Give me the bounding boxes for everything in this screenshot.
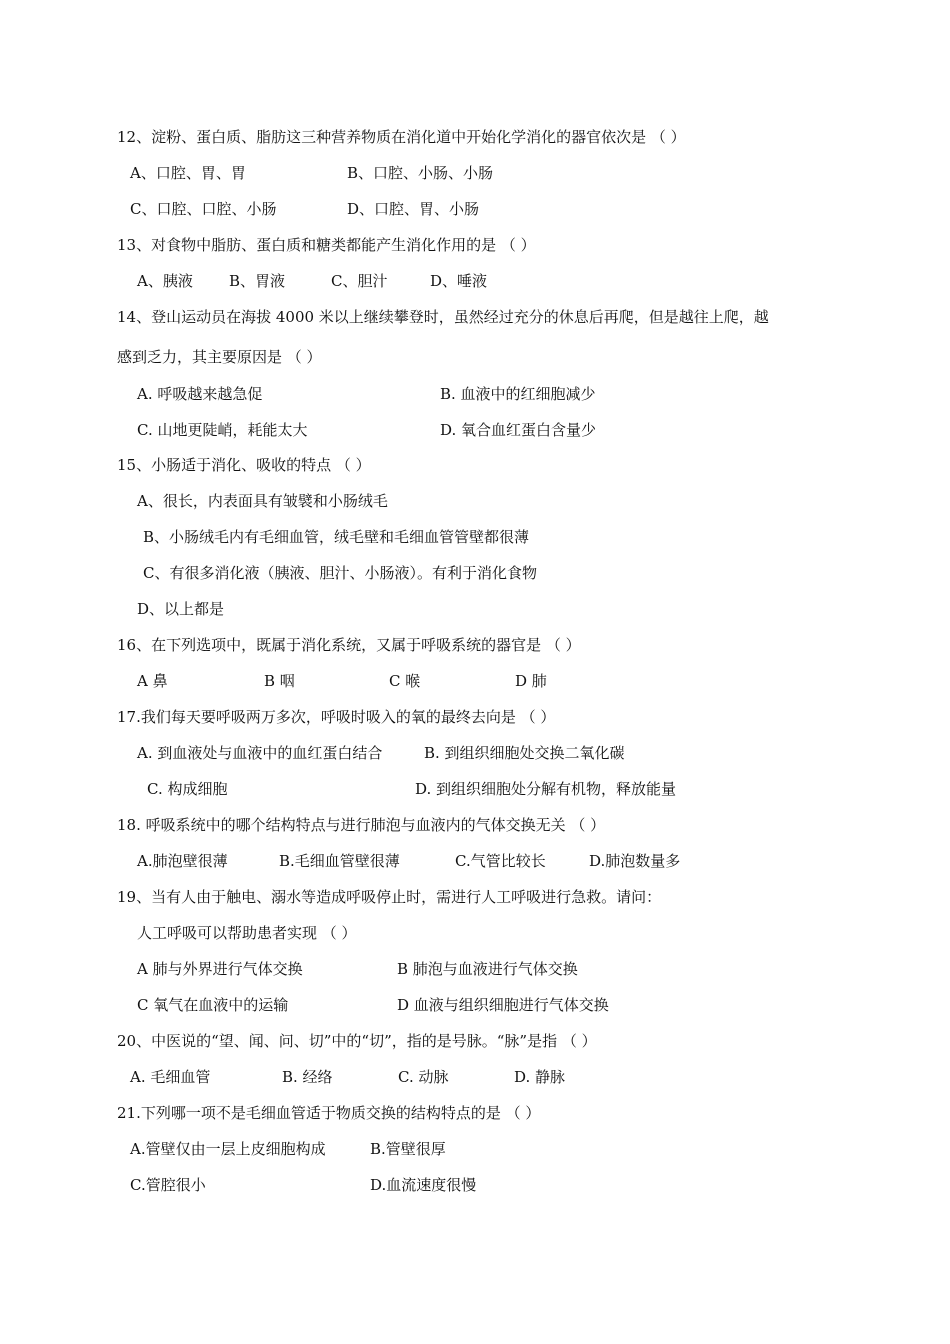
question-19-stem-line-1: 19、当有人由于触电、溺水等造成呼吸停止时，需进行人工呼吸进行急救。请问： — [117, 888, 662, 906]
question-16-option-c: C 喉 — [389, 672, 421, 690]
question-18-option-d: D.肺泡数量多 — [589, 852, 681, 870]
question-18-option-a: A.肺泡壁很薄 — [137, 852, 228, 870]
question-19-option-c: C 氧气在血液中的运输 — [137, 996, 289, 1014]
question-21-option-c: C.管腔很小 — [130, 1176, 206, 1194]
question-15-option-a: A、很长，内表面具有皱襞和小肠绒毛 — [137, 492, 388, 510]
question-15-option-c: C、有很多消化液（胰液、胆汁、小肠液）。有利于消化食物 — [143, 564, 537, 582]
question-19-stem-line-2: 人工呼吸可以帮助患者实现 （ ） — [137, 924, 357, 942]
question-12-option-a: A、口腔、胃、胃 — [130, 164, 246, 182]
question-15-option-b: B、小肠绒毛内有毛细血管，绒毛壁和毛细血管管壁都很薄 — [143, 528, 530, 546]
question-16-option-a: A 鼻 — [137, 672, 168, 690]
question-21-option-b: B.管壁很厚 — [370, 1140, 446, 1158]
question-16-stem: 16、在下列选项中，既属于消化系统，又属于呼吸系统的器官是 （ ） — [117, 636, 581, 654]
question-19-option-d: D 血液与组织细胞进行气体交换 — [397, 996, 609, 1014]
question-13-option-a: A、胰液 — [137, 272, 193, 290]
question-13-option-b: B、胃液 — [229, 272, 286, 290]
question-14-stem-line-2: 感到乏力，其主要原因是 （ ） — [117, 348, 322, 366]
question-12-stem: 12、淀粉、蛋白质、脂肪这三种营养物质在消化道中开始化学消化的器官依次是 （ ） — [117, 128, 686, 146]
question-12-option-d: D、口腔、胃、小肠 — [347, 200, 480, 218]
question-21-stem: 21.下列哪一项不是毛细血管适于物质交换的结构特点的是 （ ） — [117, 1104, 541, 1122]
question-13-option-d: D、唾液 — [430, 272, 488, 290]
question-18-option-b: B.毛细血管壁很薄 — [279, 852, 400, 870]
question-14-stem-line-1: 14、登山运动员在海拔 4000 米以上继续攀登时，虽然经过充分的休息后再爬，但是越往上爬，越 — [117, 308, 769, 326]
question-21-option-d: D.血流速度很慢 — [370, 1176, 477, 1194]
question-17-stem: 17.我们每天要呼吸两万多次，呼吸时吸入的氧的最终去向是 （ ） — [117, 708, 556, 726]
question-13-stem: 13、对食物中脂肪、蛋白质和糖类都能产生消化作用的是 （ ） — [117, 236, 536, 254]
question-15-option-d: D、以上都是 — [137, 600, 225, 618]
question-13-option-c: C、胆汁 — [331, 272, 388, 290]
question-14-option-b: B. 血液中的红细胞减少 — [440, 385, 596, 403]
question-20-stem: 20、中医说的“望、闻、问、切”中的“切”，指的是号脉。“脉”是指 （ ） — [117, 1032, 597, 1050]
question-12-option-c: C、口腔、口腔、小肠 — [130, 200, 277, 218]
question-21-option-a: A.管壁仅由一层上皮细胞构成 — [130, 1140, 326, 1158]
question-14-option-c: C. 山地更陡峭，耗能太大 — [137, 421, 308, 439]
question-19-option-b: B 肺泡与血液进行气体交换 — [397, 960, 578, 978]
question-12-option-b: B、口腔、小肠、小肠 — [347, 164, 494, 182]
question-18-stem: 18. 呼吸系统中的哪个结构特点与进行肺泡与血液内的气体交换无关 （ ） — [117, 816, 606, 834]
question-20-option-c: C. 动脉 — [398, 1068, 449, 1086]
question-17-option-a: A. 到血液处与血液中的血红蛋白结合 — [137, 744, 383, 762]
question-17-option-d: D. 到组织细胞处分解有机物，释放能量 — [415, 780, 677, 798]
question-15-stem: 15、小肠适于消化、吸收的特点 （ ） — [117, 456, 371, 474]
question-20-option-b: B. 经络 — [282, 1068, 333, 1086]
question-17-option-c: C. 构成细胞 — [147, 780, 228, 798]
question-20-option-d: D. 静脉 — [514, 1068, 566, 1086]
question-14-option-d: D. 氧合血红蛋白含量少 — [440, 421, 597, 439]
question-17-option-b: B. 到组织细胞处交换二氧化碳 — [424, 744, 625, 762]
question-20-option-a: A. 毛细血管 — [130, 1068, 211, 1086]
question-19-option-a: A 肺与外界进行气体交换 — [137, 960, 303, 978]
question-18-option-c: C.气管比较长 — [455, 852, 546, 870]
question-14-option-a: A. 呼吸越来越急促 — [137, 385, 263, 403]
question-16-option-b: B 咽 — [264, 672, 295, 690]
question-16-option-d: D 肺 — [515, 672, 547, 690]
